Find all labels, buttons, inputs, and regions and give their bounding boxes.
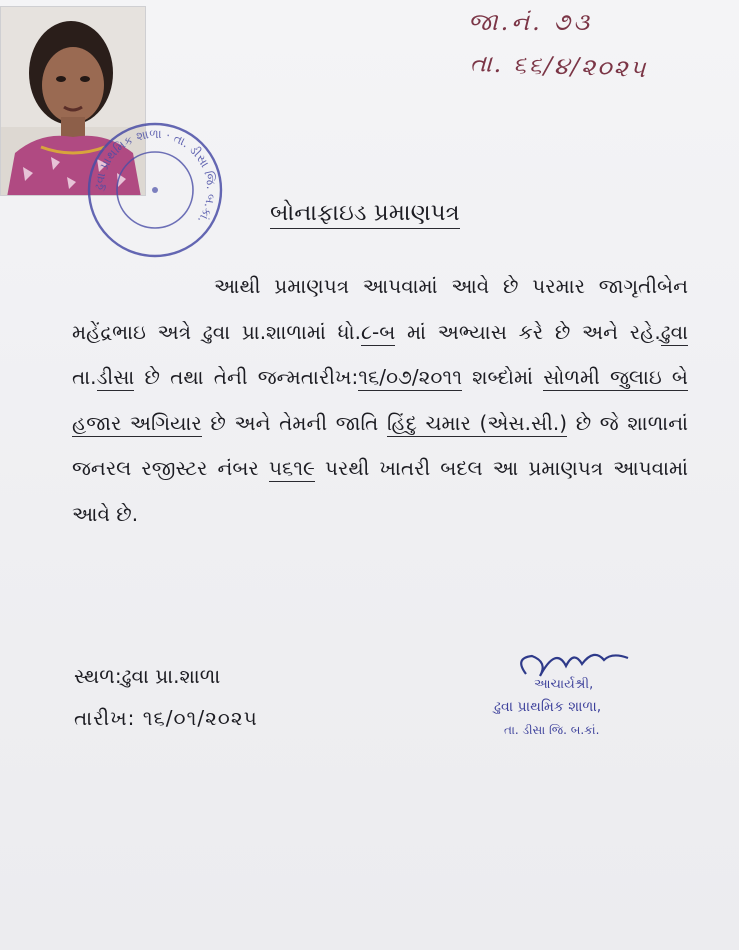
school-round-stamp [82, 117, 228, 263]
taluka-value: ડીસા [96, 365, 135, 389]
village-value: ઢુવા [660, 319, 688, 344]
principal-signature-stamp [482, 636, 642, 746]
body-text-7: છે જે શાળાનાં જનરલ રજીસ્ટર નંબર [72, 410, 688, 480]
body-text-3: તા. [72, 365, 97, 389]
class-value: ૮-બ [361, 319, 396, 344]
register-number: ૫૬૧૯ [268, 456, 315, 480]
body-text-6: છે અને તેમની જાતિ [201, 410, 387, 435]
certificate-body [72, 264, 688, 537]
body-text-1: આથી પ્રમાણપત્ર આપવામાં આવે છે પરમાર જાગૃતીબેન મહેંદ્રભાઇ અત્રે ઢુવા પ્રા.શાળામાં ધો. [72, 274, 688, 344]
issue-date-line: તારીખ: ૧૬/૦૧/૨૦૨૫ [74, 706, 258, 730]
body-text-5: શબ્દોમાં [462, 365, 544, 389]
certificate-title: બોનાફાઇડ પ્રમાણપત્ર [270, 200, 460, 229]
round-stamp-text: ઢુવા પ્રાથમિક શાળા · તા. ડીસા જિ. બ.કાં. [91, 126, 219, 227]
birth-date-value: ૧૬/૦૭/૨૦૧૧ [358, 365, 462, 389]
reference-number: જા.નં. ૭૩ [468, 8, 593, 36]
signature-address: તા. ડીસા જિ. બ.કાં. [504, 723, 600, 737]
reference-date: તા. ૬૬/૪/૨૦૨૫ [469, 48, 648, 84]
place-line: સ્થળ:ઢુવા પ્રા.શાળા [74, 664, 221, 688]
body-text-2: માં અભ્યાસ કરે છે અને રહે. [395, 319, 661, 344]
birth-date-words: સોળમી જુલાઇ બે હજાર અગિયાર [72, 365, 688, 435]
signature-title: આચાર્યશ્રી, [534, 677, 594, 692]
caste-value: હિંદુ ચમાર (એસ.સી.) [386, 410, 568, 435]
body-text-8: પરથી ખાતરી બદલ આ પ્રમાણપત્ર આપવામાં આવે છે. [72, 456, 688, 526]
signature-school: ઢુવા પ્રાથમિક શાળા, [494, 699, 602, 715]
signature-scribble [521, 655, 628, 676]
body-text-4: છે તથા તેની જન્મતારીખ: [134, 365, 359, 389]
